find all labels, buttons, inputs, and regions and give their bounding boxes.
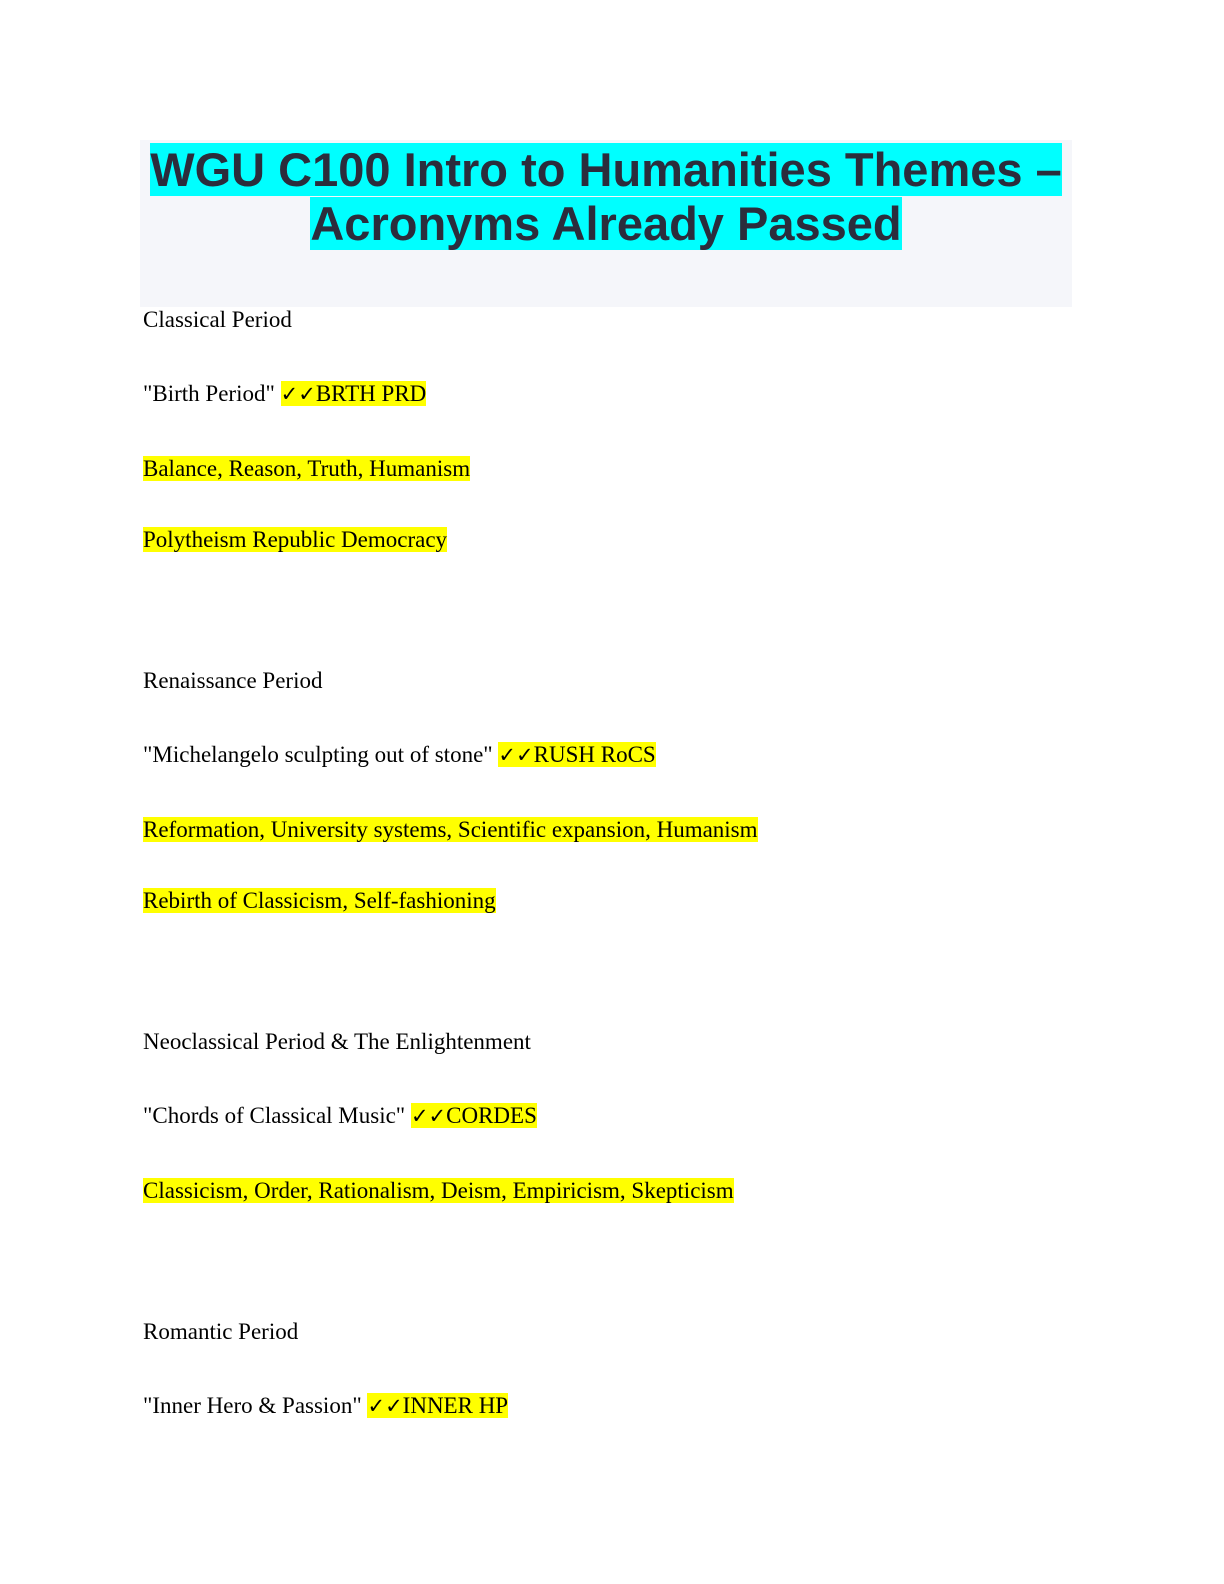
document-title: [140, 140, 1072, 307]
detail-line: Rebirth of Classicism, Self-fashioning: [143, 888, 496, 913]
acronym-text: RUSH RoCS: [533, 742, 656, 767]
section-heading-renaissance: Renaissance Period: [143, 668, 323, 693]
checkmark-icon: ✓✓: [367, 1394, 403, 1418]
mnemonic-line-renaissance: [143, 741, 656, 769]
title-line-2: Acronyms Already Passed: [310, 197, 902, 250]
mnemonic-line-neoclassical: [143, 1102, 537, 1130]
acronym-highlight: [281, 381, 427, 406]
checkmark-icon: ✓✓: [410, 1104, 447, 1128]
mnemonic-line-romantic: [143, 1392, 508, 1420]
detail-line: Polytheism Republic Democracy: [143, 527, 448, 552]
detail-line: Classicism, Order, Rationalism, Deism, Empiricism, Skepticism: [143, 1178, 734, 1203]
mnemonic-line-classical: [143, 380, 426, 408]
section-heading-neoclassical: Neoclassical Period & The Enlightenment: [143, 1029, 531, 1054]
mnemonic-text: "Inner Hero & Passion": [143, 1393, 362, 1418]
mnemonic-text: "Birth Period": [143, 381, 275, 406]
acronym-text: CORDES: [446, 1103, 537, 1128]
acronym-highlight: [411, 1103, 537, 1128]
mnemonic-text: "Michelangelo sculpting out of stone": [143, 742, 493, 767]
acronym-highlight: [367, 1393, 508, 1418]
detail-line: Balance, Reason, Truth, Humanism: [143, 456, 471, 481]
mnemonic-text: "Chords of Classical Music": [143, 1103, 406, 1128]
title-line-1: WGU C100 Intro to Humanities Themes –: [150, 143, 1062, 196]
acronym-text: INNER HP: [402, 1393, 509, 1418]
detail-line: Reformation, University systems, Scientific expansion, Humanism: [143, 817, 758, 842]
checkmark-icon: ✓✓: [280, 382, 316, 406]
section-heading-romantic: Romantic Period: [143, 1319, 299, 1344]
checkmark-icon: ✓✓: [498, 743, 534, 767]
acronym-highlight: [498, 742, 655, 767]
acronym-text: BRTH PRD: [315, 381, 427, 406]
section-heading-classical: Classical Period: [143, 307, 292, 332]
